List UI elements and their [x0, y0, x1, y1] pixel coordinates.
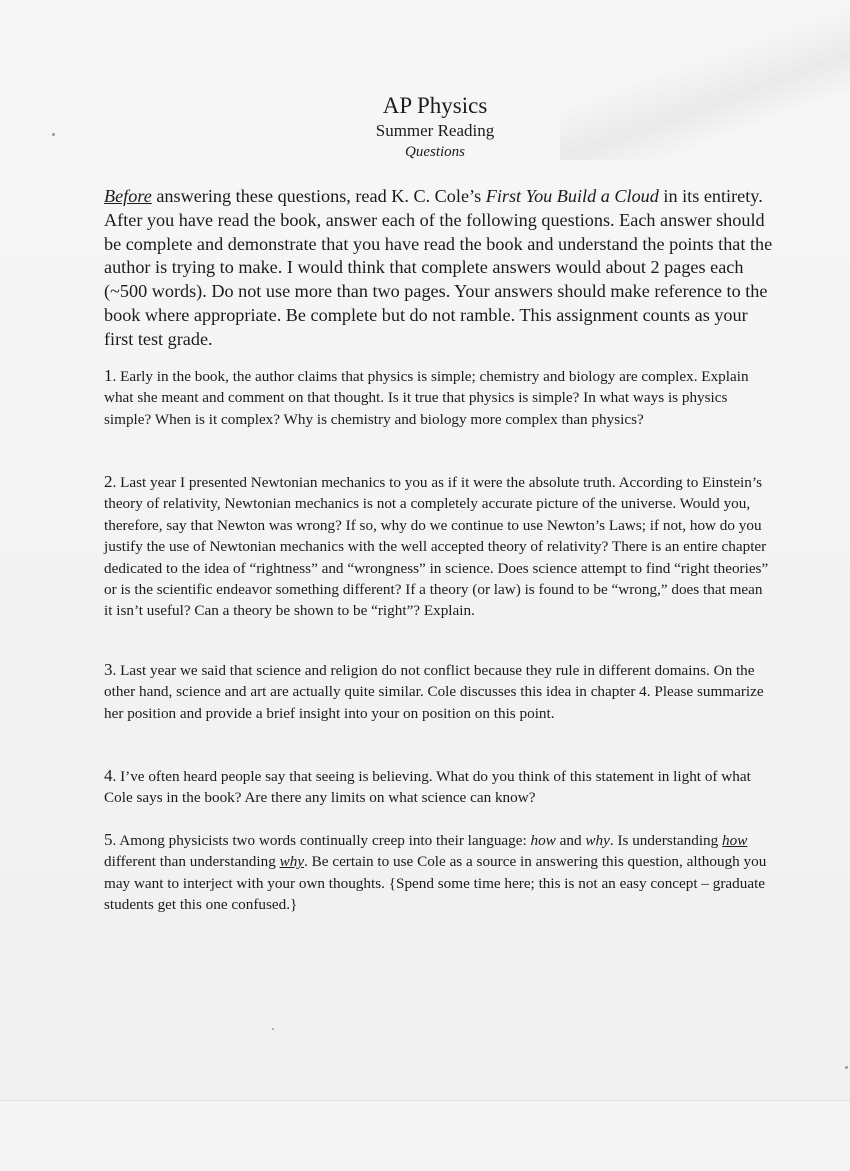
scan-speck [845, 1066, 848, 1069]
question-text: . Early in the book, the author claims that physics is simple; chemistry and biology are complex. Explain what she meant and comment on that thought. Is it true that physics is simple? In what ways is physics simple? When is it complex? Why is chemistry and biology more complex than physics? [104, 368, 749, 428]
question-number: 1 [104, 366, 113, 385]
question-1 [104, 365, 774, 430]
word-why-underlined: why [279, 853, 305, 871]
question-text: . Last year we said that science and religion do not conflict because they rule in different domains. On the other hand, science and art are actually quite similar. Cole discusses this idea in chapter 4. Please summarize her position and provide a brief insight into your on position on this point. [104, 662, 764, 722]
word-why: why [585, 832, 610, 849]
scan-speck [272, 1028, 274, 1030]
question-number: 2 [104, 472, 113, 491]
intro-text-1: answering these questions, read K. C. Cole’s [151, 186, 486, 206]
page-subtitle-questions: Questions [405, 144, 465, 160]
page-subtitle: Summer Reading [375, 121, 495, 140]
question-text: . I’ve often heard people say that seeing is believing. What do you think of this statement in light of what Cole says in the book? Are there any limits on what science can know? [104, 768, 751, 807]
question-number: 3 [104, 660, 113, 679]
intro-text-2: in its entirety. After you have read the book, answer each of the following questions. Each answer should be complete and demonstrate that you have read the book and understand the points that the author is trying to make. I would think that complete answers would about 2 pages each (~500 words). Do not use more than two pages. Your answers should make reference to the book where appropriate. Be complete but do not ramble. This assignment counts as your first test grade. [104, 186, 773, 349]
question-text-2: . Is understanding [609, 832, 723, 849]
question-text-and: and [555, 832, 586, 849]
word-how-underlined: how [722, 832, 748, 849]
page-title: AP Physics [382, 93, 488, 118]
question-5 [104, 829, 774, 916]
question-2 [104, 471, 774, 622]
scan-speck [52, 133, 55, 136]
scanner-margin [0, 1100, 850, 1171]
document-header [0, 92, 850, 162]
intro-paragraph [104, 185, 774, 352]
question-text-1: . Among physicists two words continually creep into their language: [112, 832, 531, 849]
question-number: 5 [104, 830, 113, 849]
question-number: 4 [104, 766, 113, 785]
intro-book-title: First You Build a Cloud [485, 186, 659, 206]
question-text-3: different than understanding [104, 853, 280, 871]
question-text: . Last year I presented Newtonian mechanics to you as if it were the absolute truth. According to Einstein’s theory of relativity, Newtonian mechanics is not a completely accurate picture of the universe. Would you, therefore, say that Newton was wrong? If so, why do we continue to use Newton’s Laws; if not, how do you justify the use of Newtonian mechanics with the well accepted theory of relativity? There is an entire chapter dedicated to the idea of “rightness” and “wrongness” in science. Does science attempt to find “right theories” or is the scientific endeavor something different? If a theory (or law) is found to be “wrong,” does that mean it isn’t useful? Can a theory be shown to be “right”? Explain. [104, 474, 769, 620]
question-4 [104, 765, 774, 809]
question-3 [104, 659, 774, 724]
intro-before-word: Before [104, 186, 152, 206]
question-text-4: . Be certain to use Cole as a source in answering this question, although you may want to interject with your own thoughts. {Spend some time here; this is not an easy concept – graduate students get this one confused.} [104, 853, 767, 914]
word-how: how [530, 832, 556, 849]
